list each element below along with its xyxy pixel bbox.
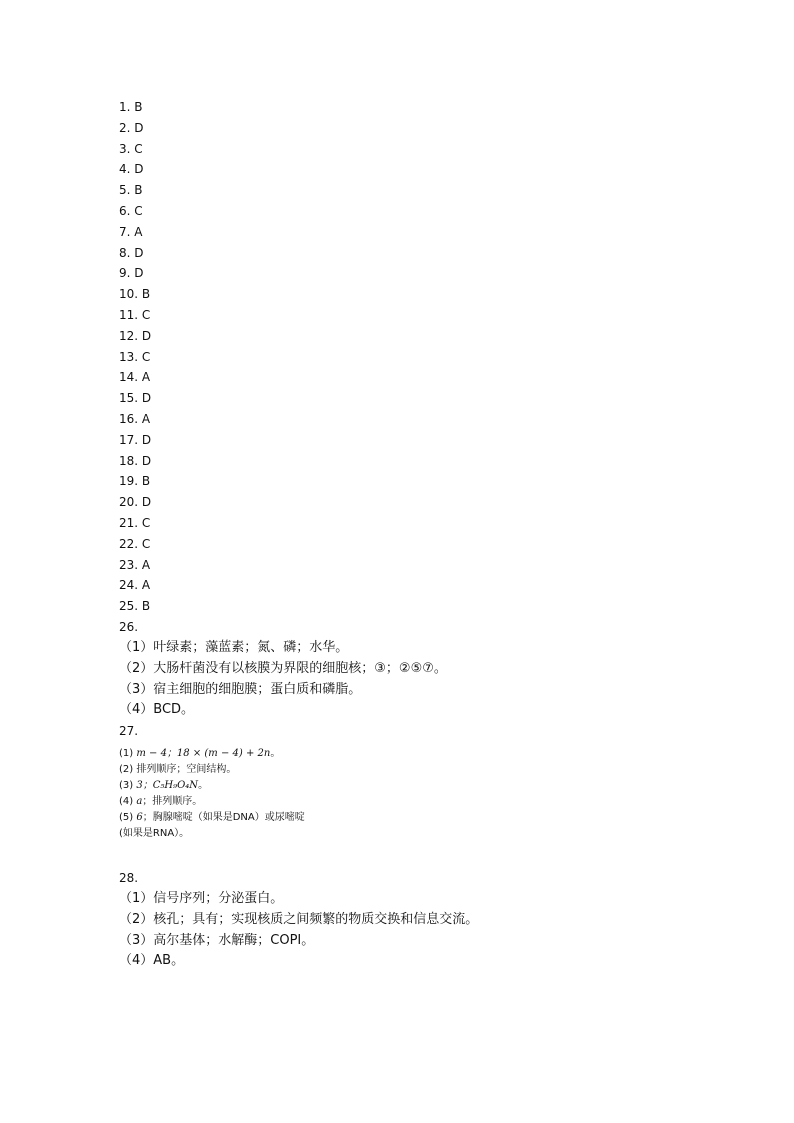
answer-line: 1. B xyxy=(119,100,143,114)
answer-line: 8. D xyxy=(119,245,144,260)
answer-part: （1）叶绿素；藻蓝素；氮、磷；水华。 xyxy=(119,640,349,655)
answer-line: 19. B xyxy=(119,474,151,489)
answer-line: 3. C xyxy=(119,141,143,156)
answer-line: 10. B xyxy=(119,287,151,302)
formula: 3；C₅H₉O₄N xyxy=(136,780,199,791)
answer-part: （4）AB。 xyxy=(119,953,185,969)
answer-line: 24. A xyxy=(119,578,151,593)
part-label: (5) xyxy=(119,812,137,823)
answer-part: （3）高尔基体；水解酶；COPⅠ。 xyxy=(119,932,315,948)
answer-part xyxy=(119,778,305,794)
part-label: (4) xyxy=(119,796,137,807)
formula: m − 4；18 × (m − 4) + 2n xyxy=(136,748,271,759)
answer-part: （2）大肠杆菌没有以核膜为界限的细胞核；③；②⑤⑦。 xyxy=(119,660,447,676)
answer-line: 12. D xyxy=(119,328,152,343)
answer-part: （2）核孔；具有；实现核质之间频繁的物质交换和信息交流。 xyxy=(119,911,479,927)
answer-line: 5. B xyxy=(119,183,143,198)
part-label: (1) xyxy=(119,748,137,759)
answer-line: 22. C xyxy=(119,536,151,551)
answer-part: (如果是RNA）。 xyxy=(119,828,190,839)
answer-line: 13. C xyxy=(119,349,151,364)
answer-line: 20. D xyxy=(119,495,152,510)
answer-part: （3）宿主细胞的细胞膜；蛋白质和磷脂。 xyxy=(119,681,362,697)
part-label: (3) xyxy=(119,780,137,791)
question-number: 26. xyxy=(119,620,139,634)
question-number: 28. xyxy=(119,871,139,885)
part-suffix: 。 xyxy=(270,748,281,759)
question-number: 27. xyxy=(119,724,139,738)
answer-line: 11. C xyxy=(119,307,151,322)
answer-line: 17. D xyxy=(119,432,152,447)
answer-line: 16. A xyxy=(119,411,151,426)
question-28-block xyxy=(119,868,478,972)
answer-part: (2) 排列顺序；空间结构。 xyxy=(119,764,237,775)
question-26-block xyxy=(119,617,447,721)
answer-line: 23. A xyxy=(119,557,151,572)
answer-part xyxy=(119,810,305,826)
answer-line: 25. B xyxy=(119,599,151,614)
answer-part xyxy=(119,794,305,810)
part-suffix: 。 xyxy=(198,780,209,791)
answer-line: 18. D xyxy=(119,453,152,468)
answer-line: 2. D xyxy=(119,120,144,135)
formula: a xyxy=(136,796,143,807)
part-suffix: ；胸腺嘧啶（如果是DNA）或尿嘧啶 xyxy=(142,812,305,823)
answer-line: 21. C xyxy=(119,515,151,530)
multiple-choice-answers xyxy=(119,97,151,617)
answer-line: 14. A xyxy=(119,370,151,385)
answer-line: 6. C xyxy=(119,203,143,218)
answer-part: （4）BCD。 xyxy=(119,702,195,718)
answer-part: （1）信号序列；分泌蛋白。 xyxy=(119,891,284,906)
answer-line: 15. D xyxy=(119,391,152,406)
formula: 6 xyxy=(136,812,143,823)
answer-part xyxy=(119,746,305,762)
answer-line: 7. A xyxy=(119,224,143,239)
question-27-block xyxy=(119,721,305,842)
answer-line: 4. D xyxy=(119,162,144,177)
part-suffix: ；排列顺序。 xyxy=(142,796,203,807)
answer-line: 9. D xyxy=(119,266,144,281)
